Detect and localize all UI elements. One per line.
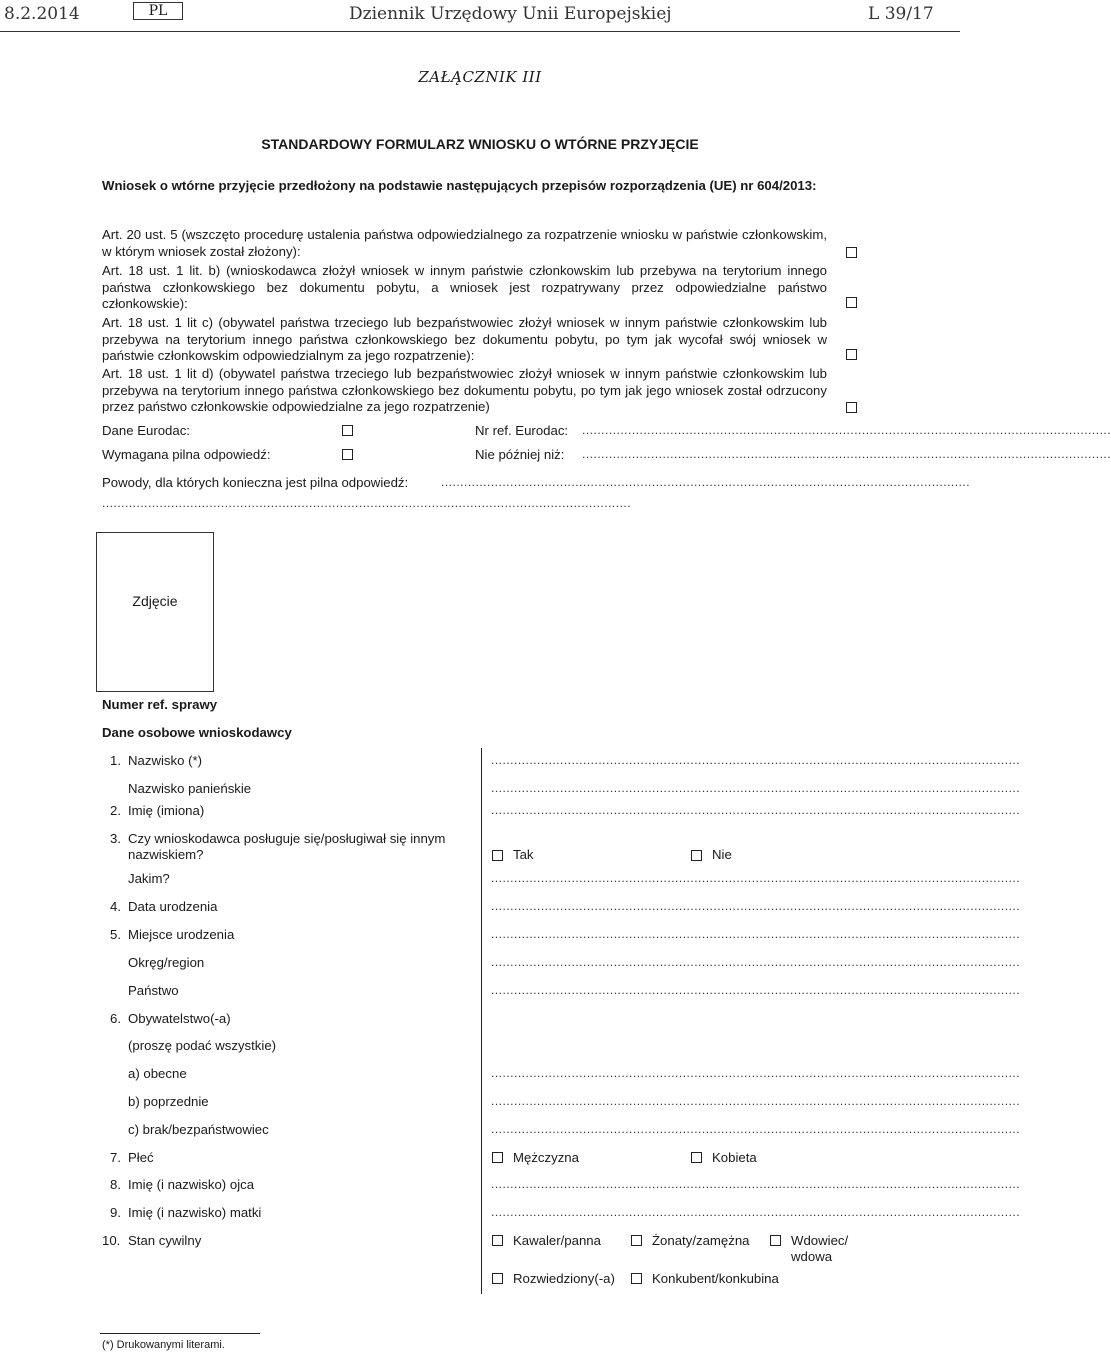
father-name-label: Imię (i nazwisko) ojca [128, 1177, 255, 1192]
eurodac-ref-field[interactable]: .......................................................................................................................................... [582, 423, 1111, 437]
photo-box [96, 532, 214, 692]
reasons-field-line-2[interactable]: .......................................................................................................................................... [102, 496, 632, 510]
male-checkbox[interactable] [492, 1152, 503, 1163]
maiden-name-field[interactable]: .......................................................................................................................................... [491, 781, 1021, 795]
reasons-field-line-1[interactable]: .......................................................................................................................................... [441, 475, 971, 489]
widowed-label-line-1: Wdowiec/ [791, 1233, 849, 1248]
marital-status-label: Stan cywilny [128, 1233, 202, 1248]
article-option-4: Art. 18 ust. 1 lit d) (obywatel państwa trzeciego lub bezpaństwowiec złożył wniosek w innym państwie członkowskim lub przebywa na terytorium innego państwa członkowskiego bez dokumentu pobytu, po tym jak jego wniosek został odrzucony przez państwo członkowskie odpowiedzialne za jego rozpatrzenie) [102, 366, 827, 414]
female-checkbox[interactable] [691, 1152, 702, 1163]
field-2-number: 2. [110, 803, 121, 818]
case-reference-label: Numer ref. sprawy [102, 697, 218, 712]
field-3-number: 3. [110, 831, 121, 846]
single-label: Kawaler/panna [513, 1233, 601, 1248]
which-name-label: Jakim? [128, 871, 170, 886]
eurodac-checkbox[interactable] [342, 425, 353, 436]
language-badge: PL [133, 2, 183, 20]
maiden-name-label: Nazwisko panieńskie [128, 781, 252, 796]
married-label: Żonaty/zamężna [652, 1233, 750, 1248]
article-2-checkbox[interactable] [846, 297, 857, 308]
field-9-number: 9. [110, 1205, 121, 1220]
intro-text: Wniosek o wtórne przyjęcie przedłożony na podstawie następujących przepisów rozporządzenia (UE) nr 604/2013: [102, 178, 817, 193]
journal-title: Dziennik Urzędowy Unii Europejskiej [349, 4, 672, 24]
widowed-label-line-2: wdowa [791, 1249, 833, 1264]
footnote-rule [100, 1333, 260, 1334]
field-8-number: 8. [110, 1177, 121, 1192]
divorced-checkbox[interactable] [492, 1273, 503, 1284]
field-7-number: 7. [110, 1150, 121, 1165]
nationality-label: Obywatelstwo(-a) [128, 1011, 231, 1026]
other-name-yes-label: Tak [513, 847, 534, 862]
birth-date-field[interactable]: .......................................................................................................................................... [491, 899, 1021, 913]
field-1-number: 1. [110, 753, 121, 768]
other-name-yes-checkbox[interactable] [492, 850, 503, 861]
divorced-label: Rozwiedziony(-a) [513, 1271, 615, 1286]
column-divider [481, 748, 482, 1294]
footnote: (*) Drukowanymi literami. [102, 1339, 225, 1351]
female-label: Kobieta [712, 1150, 757, 1165]
current-nationality-label: a) obecne [128, 1066, 187, 1081]
eurodac-label: Dane Eurodac: [102, 423, 190, 438]
field-4-number: 4. [110, 899, 121, 914]
deadline-field[interactable]: .......................................................................................................................................... [582, 447, 1111, 461]
field-5-number: 5. [110, 927, 121, 942]
male-label: Mężczyzna [513, 1150, 579, 1165]
birth-place-label: Miejsce urodzenia [128, 927, 235, 942]
mother-name-field[interactable]: .......................................................................................................................................... [491, 1205, 1021, 1219]
married-checkbox[interactable] [631, 1235, 642, 1246]
form-title: STANDARDOWY FORMULARZ WNIOSKU O WTÓRNE PRZYJĘCIE [261, 136, 699, 152]
stateless-label: c) brak/bezpaństwowiec [128, 1122, 269, 1137]
article-1-checkbox[interactable] [846, 247, 857, 258]
previous-nationality-label: b) poprzednie [128, 1094, 209, 1109]
article-3-checkbox[interactable] [846, 349, 857, 360]
publication-date: 8.2.2014 [4, 4, 80, 24]
other-name-question: Czy wnioskodawca posługuje się/posługiwał się innym nazwiskiem? [128, 831, 446, 862]
sex-label: Płeć [128, 1150, 154, 1165]
first-name-field[interactable]: .......................................................................................................................................... [491, 803, 1021, 817]
cohabiting-checkbox[interactable] [631, 1273, 642, 1284]
deadline-label: Nie później niż: [475, 447, 565, 462]
article-4-checkbox[interactable] [846, 402, 857, 413]
field-6-number: 6. [110, 1011, 121, 1026]
annex-title: ZAŁĄCZNIK III [418, 68, 542, 86]
previous-nationality-field[interactable]: .......................................................................................................................................... [491, 1094, 1021, 1108]
region-field[interactable]: .......................................................................................................................................... [491, 955, 1021, 969]
region-label: Okręg/region [128, 955, 205, 970]
article-option-2: Art. 18 ust. 1 lit. b) (wnioskodawca złożył wniosek w innym państwie członkowskim lub przebywa na terytorium innego państwa członkowskiego bez dokumentu pobytu, a wniosek jest rozpatrywany przez odpowiedzialne państwo członkowskie): [102, 263, 827, 311]
personal-data-heading: Dane osobowe wnioskodawcy [102, 725, 292, 740]
single-checkbox[interactable] [492, 1235, 503, 1246]
country-label: Państwo [128, 983, 179, 998]
eurodac-ref-label: Nr ref. Eurodac: [475, 423, 569, 438]
father-name-field[interactable]: .......................................................................................................................................... [491, 1177, 1021, 1191]
birth-place-field[interactable]: .......................................................................................................................................... [491, 927, 1021, 941]
article-option-3: Art. 18 ust. 1 lit c) (obywatel państwa trzeciego lub bezpaństwowiec złożył wniosek w innym państwie członkowskim lub przebywa na terytorium innego państwa członkowskiego bez dokumentu pobytu, po tym jak wycofał swój wniosek w państwie członkowskim odpowiedzialnym za jego rozpatrzenie): [102, 315, 827, 363]
surname-label: Nazwisko (*) [128, 753, 203, 768]
field-10-number: 10. [102, 1233, 121, 1248]
widowed-checkbox[interactable] [770, 1235, 781, 1246]
header-divider [0, 31, 960, 32]
mother-name-label: Imię (i nazwisko) matki [128, 1205, 262, 1220]
page-number: L 39/17 [868, 4, 934, 24]
urgent-label: Wymagana pilna odpowiedź: [102, 447, 271, 462]
birth-date-label: Data urodzenia [128, 899, 218, 914]
first-name-label: Imię (imiona) [128, 803, 205, 818]
stateless-field[interactable]: .......................................................................................................................................... [491, 1122, 1021, 1136]
nationality-hint: (proszę podać wszystkie) [128, 1038, 277, 1053]
article-option-1: Art. 20 ust. 5 (wszczęto procedurę ustalenia państwa odpowiedzialnego za rozpatrzenie wniosku w państwie członkowskim, w którym wniosek został złożony): [102, 227, 827, 259]
country-field[interactable]: .......................................................................................................................................... [491, 983, 1021, 997]
surname-field[interactable]: .......................................................................................................................................... [491, 753, 1021, 767]
current-nationality-field[interactable]: .......................................................................................................................................... [491, 1066, 1021, 1080]
reasons-label: Powody, dla których konieczna jest pilna odpowiedź: [102, 475, 409, 490]
cohabiting-label: Konkubent/konkubina [652, 1271, 779, 1286]
other-name-no-checkbox[interactable] [691, 850, 702, 861]
urgent-checkbox[interactable] [342, 449, 353, 460]
photo-label: Zdjęcie [132, 593, 178, 609]
other-name-no-label: Nie [712, 847, 732, 862]
which-name-field[interactable]: .......................................................................................................................................... [491, 871, 1021, 885]
